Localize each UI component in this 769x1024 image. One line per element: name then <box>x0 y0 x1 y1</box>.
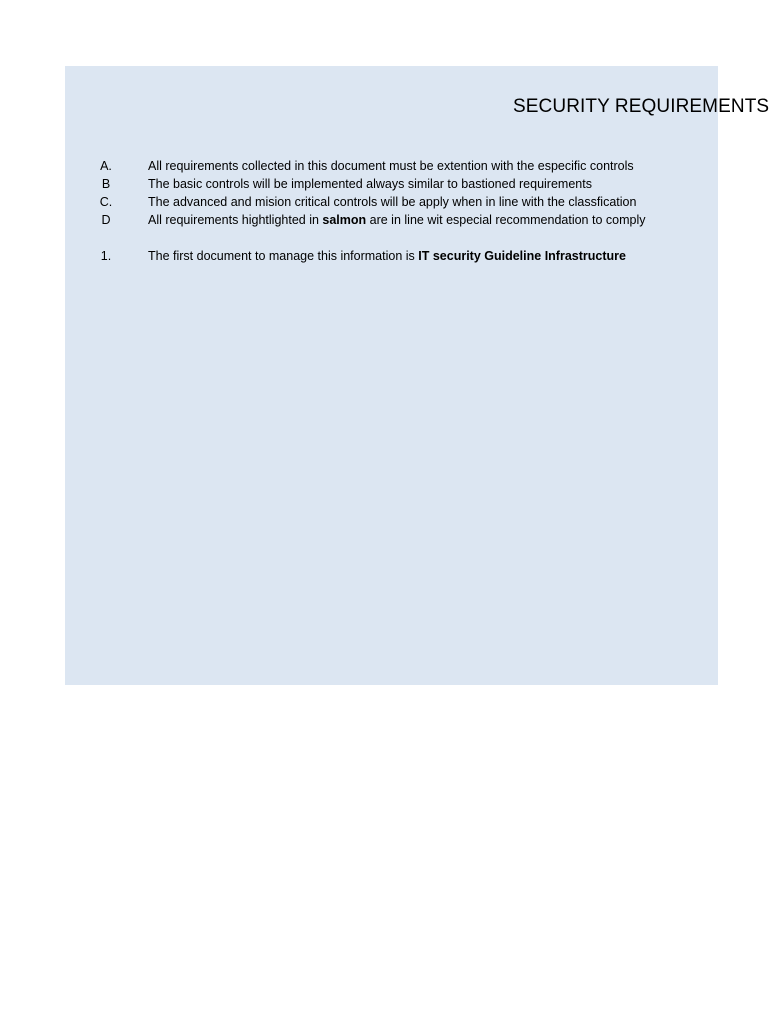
list-item-text <box>148 211 646 229</box>
list-item <box>0 193 768 211</box>
list-marker: 1. <box>100 249 112 263</box>
text-part: The first document to manage this information is <box>148 249 419 263</box>
numbered-item <box>0 247 768 265</box>
list-item <box>0 157 768 175</box>
list-marker: C. <box>99 195 113 209</box>
list-item <box>0 175 768 193</box>
list-item-text: The advanced and mision critical controls will be apply when in line with the classfication <box>148 195 637 209</box>
text-part: are in line wit especial recommendation to comply <box>366 213 646 227</box>
list-item-text: All requirements collected in this document must be extention with the especific controls <box>148 159 634 173</box>
title-clip <box>513 93 769 121</box>
list-item <box>0 211 768 229</box>
document-reference: IT security Guideline Infrastructure <box>418 249 626 263</box>
list-marker: A. <box>100 159 112 173</box>
numbered-item-text <box>148 247 638 265</box>
highlight-color-word: salmon <box>322 213 367 227</box>
list-marker: D <box>101 213 111 227</box>
text-part: All requirements hightlighted in <box>148 213 323 227</box>
list-marker: B <box>101 177 111 191</box>
document-title: SECURITY REQUIREMENTS <box>513 96 769 117</box>
list-item-text: The basic controls will be implemented always similar to bastioned requirements <box>148 177 592 191</box>
